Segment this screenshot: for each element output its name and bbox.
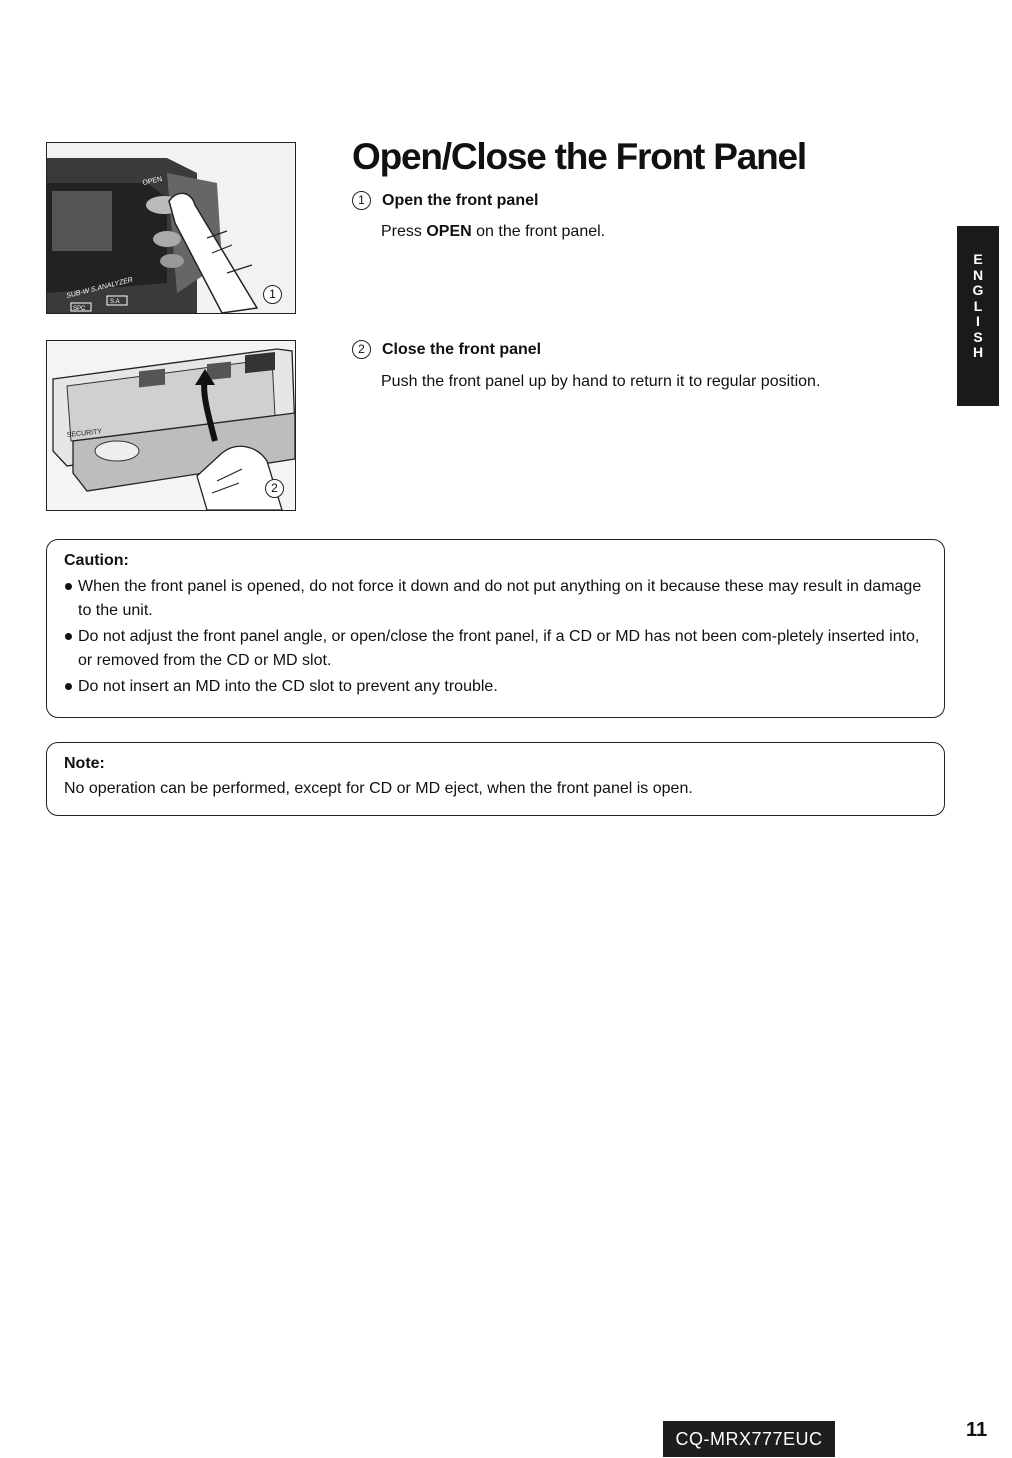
lang-letter: N [972,266,984,283]
step-2-number: 2 [352,340,371,359]
figure-open-panel [46,142,296,314]
lang-letter: L [973,297,983,314]
step-1-number: 1 [352,191,371,210]
lang-letter: I [976,313,980,329]
step-1-heading [352,191,538,210]
caution-title: Caution: [64,552,129,569]
caution-item: Do not adjust the front panel angle, or open/close the front panel, if a CD or MD has not been com-pletely inserted into, or removed from the CD or MD slot. [64,625,926,673]
step-2-body: Push the front panel up by hand to return it to regular position. [381,373,821,390]
language-tab [957,226,999,406]
caution-item: Do not insert an MD into the CD slot to prevent any trouble. [64,675,926,699]
step-1-body [381,223,605,241]
figure-1-number: 1 [263,285,282,304]
lang-letter: G [972,282,984,298]
close-panel-illustration [47,341,295,510]
note-box [46,742,945,816]
security-label: SECURITY [66,428,103,439]
open-label: OPEN [141,175,163,187]
model-number: CQ-MRX777EUC [663,1421,835,1457]
caution-item: When the front panel is opened, do not force it down and do not put anything on it because these may result in damage to the unit. [64,575,926,623]
analyzer-label: SUB-W S.ANALYZER [65,276,134,300]
sa-label: S.A [110,299,120,305]
lang-letter: H [972,344,984,360]
page-number: 11 [966,1419,988,1441]
spc-label: SPC [73,306,86,312]
caution-list [64,575,926,699]
step-1-heading-text: Open the front panel [382,191,539,209]
caution-box [46,539,945,718]
step-1-body-post: on the front panel. [471,223,606,240]
figure-2-number: 2 [265,479,284,498]
page-title: Open/Close the Front Panel [352,136,806,177]
step-1-body-pre: Press [381,223,427,240]
note-text: No operation can be performed, except for CD or MD eject, when the front panel is open. [64,780,693,797]
lang-letter: S [973,328,983,345]
open-keyword: OPEN [426,223,472,240]
figure-close-panel [46,340,296,511]
note-title: Note: [64,755,105,772]
step-2-heading [352,340,541,359]
step-2-heading-text: Close the front panel [382,340,542,358]
open-panel-illustration [47,143,295,313]
lang-letter: E [973,251,983,267]
